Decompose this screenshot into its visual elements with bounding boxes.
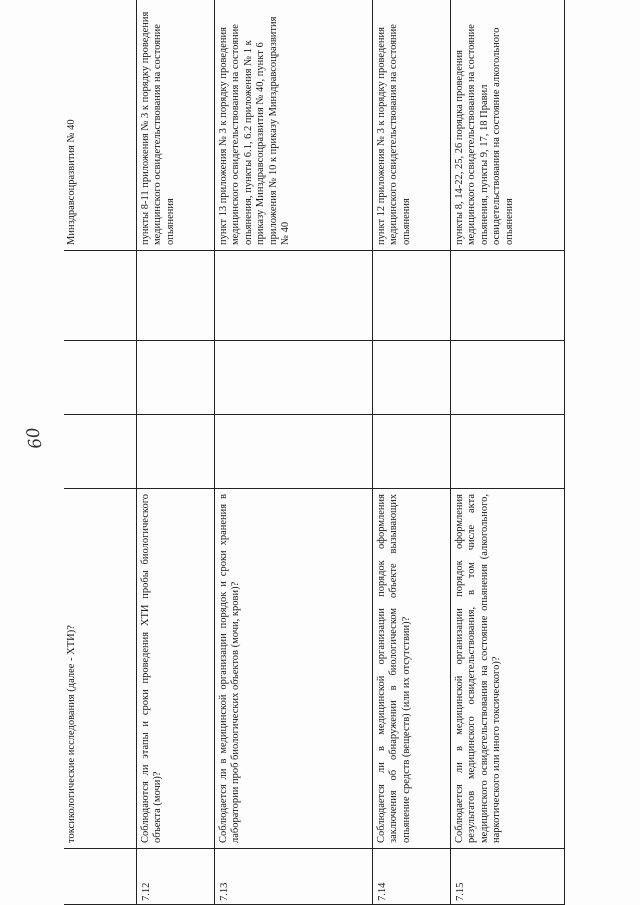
handwritten-page-number: 60 xyxy=(23,425,47,451)
cell-number xyxy=(64,849,136,905)
cell-yes xyxy=(64,415,136,489)
cell-na xyxy=(450,251,564,341)
cell-no xyxy=(450,341,564,415)
cell-na xyxy=(136,251,214,341)
cell-na xyxy=(372,251,450,341)
cell-number: 7.13 xyxy=(214,849,372,905)
cell-no xyxy=(214,341,372,415)
cell-no xyxy=(136,341,214,415)
table-row-continuation xyxy=(64,0,136,905)
cell-no xyxy=(64,341,136,415)
table-row xyxy=(450,0,564,905)
table-row xyxy=(214,0,372,905)
cell-question: Соблюдается ли в медицинской организации порядок оформления результатов медицинского освидетельствования, в том числе акта медицинского освидетельствования на состояние опьянения (алкогольного, наркотического или иного токсического)? xyxy=(450,489,564,849)
table-row xyxy=(136,0,214,905)
cell-yes xyxy=(136,415,214,489)
cell-question: Соблюдается ли в медицинской организации порядок оформления заключения об обнаружении в биологическом объекте вызывающих опьянение средств (веществ) (или их отсутствии)? xyxy=(372,489,450,849)
cell-number: 7.12 xyxy=(136,849,214,905)
cell-number: 7.14 xyxy=(372,849,450,905)
cell-question: токсикологические исследования (далее - ХТИ)? xyxy=(64,489,136,849)
inspection-checklist-table xyxy=(64,0,565,905)
cell-yes xyxy=(450,415,564,489)
cell-na xyxy=(214,251,372,341)
cell-reference: Минздравсоцразвития № 40 xyxy=(64,0,136,251)
cell-reference: пункты 8, 14-22, 25, 26 порядка проведения медицинского освидетельствования на состояние опьянения, пункты 9, 17, 18 Правил освидетельствования на состояние алкогольного опьянения xyxy=(450,0,564,251)
table-row xyxy=(372,0,450,905)
cell-reference: пункт 12 приложения № 3 к порядку проведения медицинского освидетельствования на состояние опьянения xyxy=(372,0,450,251)
cell-reference: пункт 13 приложения № 3 к порядку проведения медицинского освидетельствования на состояние опьянения, пункты 6.1, 6.2 приложения № 1 к приказу Минздравсоцразвития № 40, пункт 6 приложения № 10 к приказу Минздравсоцразвития № 40 xyxy=(214,0,372,251)
cell-question: Соблюдается ли в медицинской организации порядок и сроки хранения в лаборатории проб биологических объектов (мочи, крови)? xyxy=(214,489,372,849)
cell-yes xyxy=(214,415,372,489)
cell-no xyxy=(372,341,450,415)
cell-question: Соблюдаются ли этапы и сроки проведения ХТИ пробы биологического объекта (мочи)? xyxy=(136,489,214,849)
cell-yes xyxy=(372,415,450,489)
cell-na xyxy=(64,251,136,341)
cell-reference: пункты 8-11 приложения № 3 к порядку проведения медицинского освидетельствования на состояние опьянения xyxy=(136,0,214,251)
cell-number: 7.15 xyxy=(450,849,564,905)
